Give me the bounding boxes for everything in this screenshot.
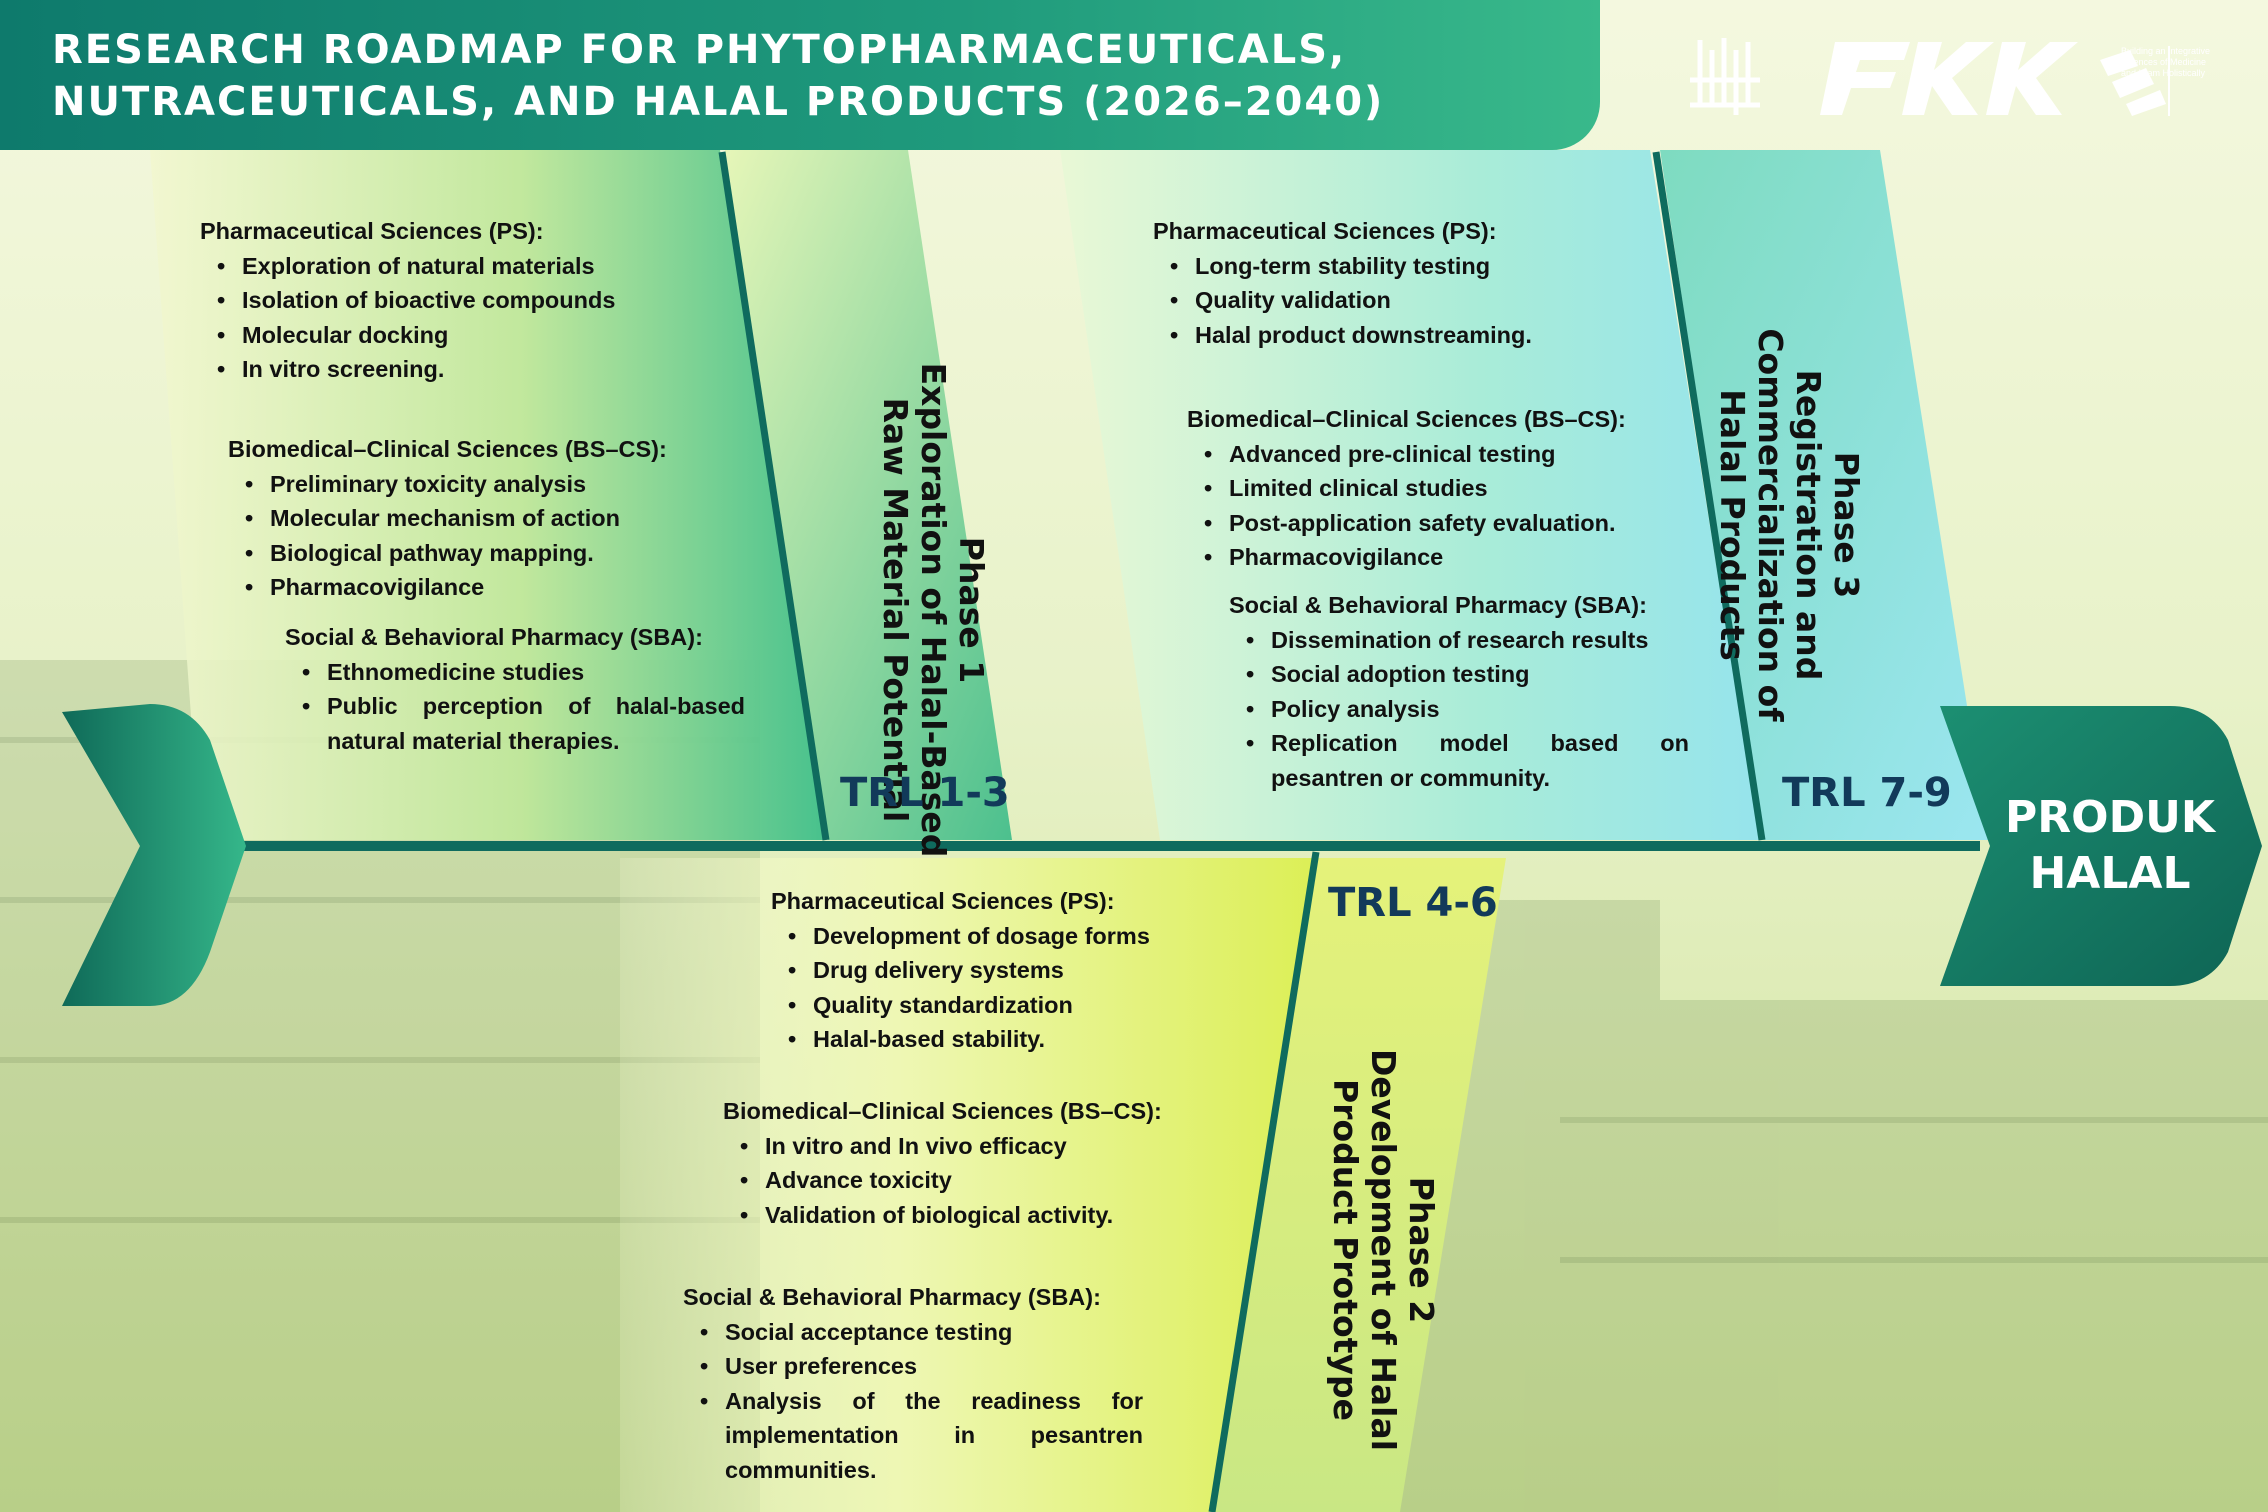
phase1-ps-heading: Pharmaceutical Sciences (PS): bbox=[200, 218, 544, 244]
list-item: • Replication model based on pesantren or community. bbox=[1243, 726, 1689, 795]
phase3-ps-heading: Pharmaceutical Sciences (PS): bbox=[1153, 218, 1497, 244]
phase3-title bbox=[1675, 315, 1865, 735]
phase2-ps-block bbox=[771, 884, 1231, 1057]
phase3-bscs-heading: Biomedical–Clinical Sciences (BS–CS): bbox=[1187, 406, 1626, 432]
phase3-bscs-block bbox=[1187, 402, 1747, 575]
list-item: • Development of dosage forms bbox=[785, 919, 1231, 954]
list-item: • Pharmacovigilance bbox=[1201, 540, 1747, 575]
list-item: • Post-application safety evaluation. bbox=[1201, 506, 1747, 541]
phase1-title-line-3: Raw Material Potential bbox=[876, 397, 915, 823]
list-item: • Isolation of bioactive compounds bbox=[214, 283, 760, 318]
list-item: • Limited clinical studies bbox=[1201, 471, 1747, 506]
phase1-title-line-1: Phase 1 bbox=[952, 536, 991, 684]
list-item: • Social acceptance testing bbox=[697, 1315, 1143, 1350]
phase3-title-line-1: Phase 3 bbox=[1827, 451, 1866, 599]
goal-line-1: PRODUK bbox=[2005, 792, 2215, 843]
phase3-title-line-3: Commercialization of bbox=[1751, 328, 1790, 722]
fkk-logo-icon bbox=[1820, 42, 2078, 115]
phase1-trl-label: TRL 1-3 bbox=[840, 770, 1010, 816]
phase1-sba-block bbox=[285, 620, 745, 758]
goal-line-2: HALAL bbox=[2029, 848, 2191, 899]
phase2-ps-heading: Pharmaceutical Sciences (PS): bbox=[771, 888, 1115, 914]
phase2-title-line-2: Development of Halal bbox=[1364, 1048, 1403, 1452]
page-title bbox=[52, 24, 1384, 128]
phase2-title bbox=[1300, 1020, 1440, 1480]
list-item: • Molecular mechanism of action bbox=[242, 501, 768, 536]
phase3-title-line-2: Registration and bbox=[1789, 369, 1828, 681]
title-line-1: RESEARCH ROADMAP FOR PHYTOPHARMACEUTICALS, bbox=[52, 27, 1347, 73]
list-item: • Advanced pre-clinical testing bbox=[1201, 437, 1747, 472]
phase3-trl-label: TRL 7-9 bbox=[1782, 770, 1952, 816]
list-item: • Analysis of the readiness for implementation in pesantren communities. bbox=[697, 1384, 1143, 1488]
calligraphy-logo-icon bbox=[1690, 38, 1760, 115]
phase1-title-line-2: Exploration of Halal-Based bbox=[914, 362, 953, 858]
goal-label bbox=[1980, 790, 2240, 902]
phase2-bscs-heading: Biomedical–Clinical Sciences (BS–CS): bbox=[723, 1098, 1162, 1124]
list-item: • Policy analysis bbox=[1243, 692, 1689, 727]
phase1-bscs-block bbox=[228, 432, 768, 605]
list-item: • Long-term stability testing bbox=[1167, 249, 1713, 284]
phase2-bscs-block bbox=[723, 1094, 1243, 1232]
list-item: • In vitro screening. bbox=[214, 352, 760, 387]
list-item: • Quality validation bbox=[1167, 283, 1713, 318]
list-item: • Validation of biological activity. bbox=[737, 1198, 1243, 1233]
list-item: • Social adoption testing bbox=[1243, 657, 1689, 692]
phase2-sba-block bbox=[683, 1280, 1143, 1487]
list-item: • Dissemination of research results bbox=[1243, 623, 1689, 658]
list-item: • Ethnomedicine studies bbox=[299, 655, 745, 690]
list-item: • Quality standardization bbox=[785, 988, 1231, 1023]
phase1-sba-heading: Social & Behavioral Pharmacy (SBA): bbox=[285, 624, 703, 650]
list-item: • Halal product downstreaming. bbox=[1167, 318, 1713, 353]
phase2-title-line-1: Phase 2 bbox=[1402, 1176, 1441, 1324]
list-item: • Pharmacovigilance bbox=[242, 570, 768, 605]
list-item: • Halal-based stability. bbox=[785, 1022, 1231, 1057]
phase3-sba-heading: Social & Behavioral Pharmacy (SBA): bbox=[1229, 592, 1647, 618]
list-item: • Exploration of natural materials bbox=[214, 249, 760, 284]
list-item: • Biological pathway mapping. bbox=[242, 536, 768, 571]
list-item: • Drug delivery systems bbox=[785, 953, 1231, 988]
phase3-title-line-4: Halal Products bbox=[1713, 389, 1752, 661]
logo-tagline: Building an Integrative Sciences of Medicine and Islam Holistically bbox=[2121, 46, 2211, 78]
phase2-sba-heading: Social & Behavioral Pharmacy (SBA): bbox=[683, 1284, 1101, 1310]
list-item: • User preferences bbox=[697, 1349, 1143, 1384]
list-item: • Advance toxicity bbox=[737, 1163, 1243, 1198]
list-item: • Molecular docking bbox=[214, 318, 760, 353]
phase1-ps-block bbox=[200, 214, 760, 387]
phase3-sba-block bbox=[1229, 588, 1689, 795]
list-item: • In vitro and In vivo efficacy bbox=[737, 1129, 1243, 1164]
title-line-2: NUTRACEUTICALS, AND HALAL PRODUCTS (2026–2040) bbox=[52, 79, 1385, 125]
list-item: • Public perception of halal-based natural material therapies. bbox=[299, 689, 745, 758]
phase2-title-line-3: Product Prototype bbox=[1326, 1079, 1365, 1421]
list-item: • Preliminary toxicity analysis bbox=[242, 467, 768, 502]
header-banner bbox=[0, 0, 1600, 150]
phase2-trl-label: TRL 4-6 bbox=[1328, 880, 1498, 926]
phase3-ps-block bbox=[1153, 214, 1713, 352]
phase1-bscs-heading: Biomedical–Clinical Sciences (BS–CS): bbox=[228, 436, 667, 462]
